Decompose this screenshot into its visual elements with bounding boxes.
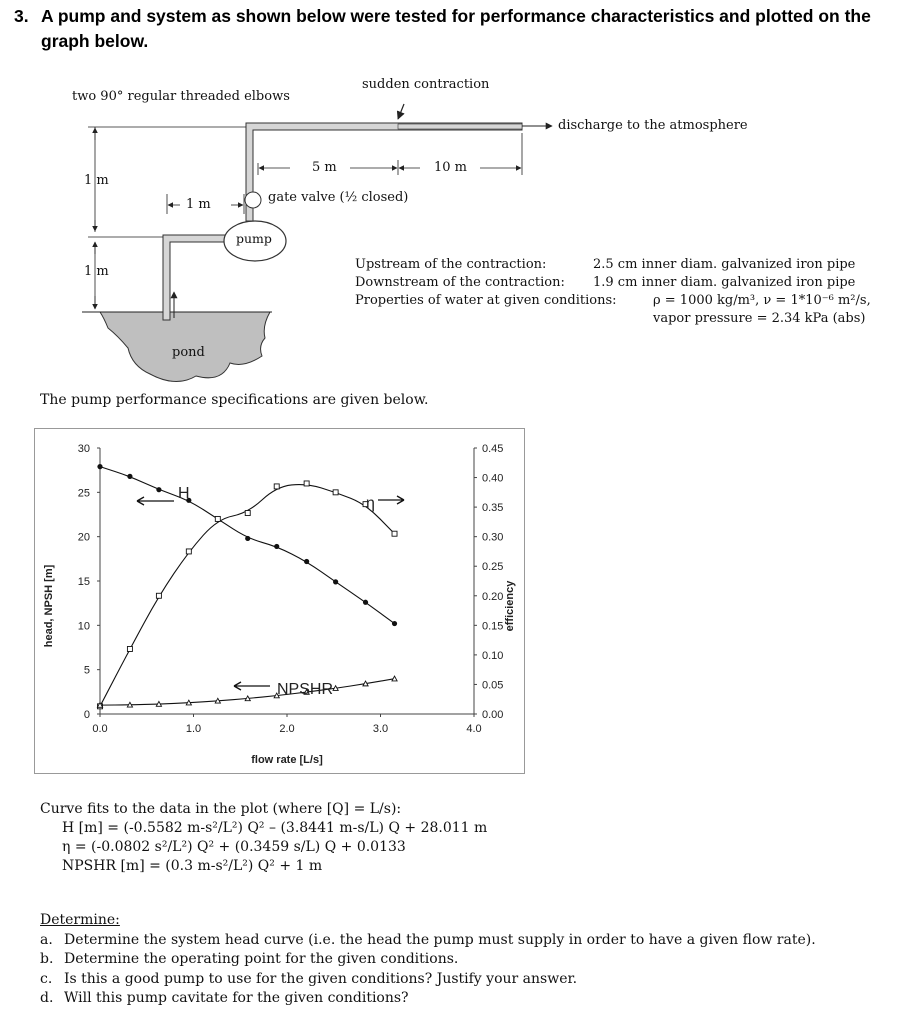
h-data-point <box>97 464 102 469</box>
spec-row <box>355 292 871 310</box>
h-curve-label: H <box>178 485 190 502</box>
efficiency-data-point <box>304 481 309 486</box>
y2-tick-label: 0.15 <box>482 620 504 633</box>
efficiency-data-point <box>215 516 220 521</box>
spec-key <box>355 310 653 328</box>
efficiency-data-point <box>274 484 279 489</box>
gate-valve <box>245 192 261 208</box>
spec-value: ρ = 1000 kg/m³, ν = 1*10⁻⁶ m²/s, <box>653 293 871 308</box>
question-letter: a. <box>40 931 53 948</box>
height-top-label: 1 m <box>84 173 109 188</box>
h-data-point <box>304 559 309 564</box>
curve-fits-intro: Curve fits to the data in the plot (where [Q] = L/s): <box>40 801 402 817</box>
contraction-label: sudden contraction <box>362 77 490 92</box>
problem-heading-text: A pump and system as shown below were tested for performance characteristics and plotted on the graph below. <box>41 6 871 51</box>
length-10m-label: 10 m <box>434 160 468 175</box>
y2-tick-label: 0.40 <box>482 472 504 485</box>
pump-label: pump <box>236 231 272 246</box>
y-tick-label: 5 <box>83 664 90 677</box>
y-tick-label: 30 <box>77 443 90 455</box>
x-axis-label: flow rate [L/s] <box>251 754 323 766</box>
x-tick-label: 4.0 <box>466 723 482 735</box>
y-axis-label: head, NPSH [m] <box>43 564 55 648</box>
x-tick-label: 1.0 <box>185 723 202 735</box>
pipe-specifications <box>355 256 871 328</box>
gate-valve-label: gate valve (½ closed) <box>268 190 409 205</box>
chart-frame <box>35 429 525 774</box>
determine-title: Determine: <box>40 912 120 928</box>
spec-value: 2.5 cm inner diam. galvanized iron pipe <box>593 257 856 272</box>
y2-tick-label: 0.45 <box>482 443 504 455</box>
x-tick-label: 3.0 <box>372 723 389 735</box>
spec-row <box>355 274 871 292</box>
question-text: Determine the system head curve (i.e. the head the pump must supply in order to have a given flow rate). <box>64 931 816 948</box>
spec-value: vapor pressure = 2.34 kPa (abs) <box>653 311 866 326</box>
h-data-point <box>156 487 161 492</box>
npshr-curve-label: NPSHR <box>277 681 334 698</box>
question-item <box>40 989 816 1009</box>
h-data-point <box>127 474 132 479</box>
downstream-pipe <box>398 124 522 129</box>
question-item <box>40 950 816 970</box>
question-letter: d. <box>40 990 54 1006</box>
pond-label: pond <box>172 345 205 360</box>
head-equation: H [m] = (-0.5582 m-s²/L²) Q² – (3.8441 m-s/L) Q + 28.011 m <box>62 820 488 836</box>
efficiency-equation: η = (-0.0802 s²/L²) Q² + (0.3459 s/L) Q + 0.0133 <box>62 839 406 855</box>
y2-tick-label: 0.35 <box>482 502 504 515</box>
efficiency-data-point <box>333 490 338 495</box>
y-tick-label: 15 <box>77 576 90 588</box>
y2-tick-label: 0.00 <box>482 709 504 721</box>
length-5m-label: 5 m <box>312 160 337 175</box>
efficiency-data-point <box>392 531 397 536</box>
discharge-riser <box>246 123 522 221</box>
h-data-point <box>392 621 397 626</box>
spec-key: Properties of water at given conditions: <box>355 293 617 308</box>
question-letter: b. <box>40 951 54 967</box>
y2-tick-label: 0.30 <box>482 531 504 544</box>
determine-questions <box>40 911 816 1009</box>
h-data-point <box>333 579 338 584</box>
intro-text: The pump performance specifications are given below. <box>40 392 429 408</box>
y2-axis-label: efficiency <box>504 580 516 632</box>
spec-value: 1.9 cm inner diam. galvanized iron pipe <box>593 275 856 290</box>
question-text: Is this a good pump to use for the given conditions? Justify your answer. <box>64 970 578 987</box>
efficiency-curve-label: η <box>366 495 375 512</box>
horizontal-1m-label: 1 m <box>186 197 211 212</box>
h-data-point <box>363 600 368 605</box>
spec-key: Downstream of the contraction: <box>355 275 565 290</box>
y-tick-label: 25 <box>77 487 90 500</box>
efficiency-data-point <box>127 646 132 651</box>
y-tick-label: 20 <box>77 531 90 544</box>
piping-diagram <box>0 0 897 400</box>
question-text: Will this pump cavitate for the given conditions? <box>64 990 409 1006</box>
spec-row <box>355 256 871 274</box>
efficiency-data-point <box>156 593 161 598</box>
efficiency-data-point <box>245 511 250 516</box>
h-data-point <box>274 544 279 549</box>
spec-key: Upstream of the contraction: <box>355 257 547 272</box>
question-text: Determine the operating point for the given conditions. <box>64 951 459 967</box>
elbows-label: two 90° regular threaded elbows <box>72 89 290 104</box>
x-tick-label: 0.0 <box>92 723 108 735</box>
pump-performance-chart <box>34 428 534 778</box>
problem-number: 3. <box>14 6 29 26</box>
y2-tick-label: 0.05 <box>482 679 504 692</box>
curve-fits <box>40 800 487 876</box>
question-item <box>40 970 816 990</box>
height-bottom-label: 1 m <box>84 264 109 279</box>
y2-tick-label: 0.10 <box>482 649 504 662</box>
efficiency-data-point <box>186 549 191 554</box>
x-tick-label: 2.0 <box>279 723 295 735</box>
y-tick-label: 0 <box>83 709 90 721</box>
spec-row <box>355 310 871 328</box>
y2-tick-label: 0.20 <box>482 590 504 603</box>
discharge-label: discharge to the atmosphere <box>558 118 748 133</box>
question-letter: c. <box>40 970 53 987</box>
npshr-equation: NPSHR [m] = (0.3 m-s²/L²) Q² + 1 m <box>62 858 323 874</box>
h-data-point <box>245 536 250 541</box>
y2-tick-label: 0.25 <box>482 561 504 574</box>
question-item <box>40 931 816 951</box>
contraction-pointer <box>398 104 404 119</box>
y-tick-label: 10 <box>77 620 90 633</box>
